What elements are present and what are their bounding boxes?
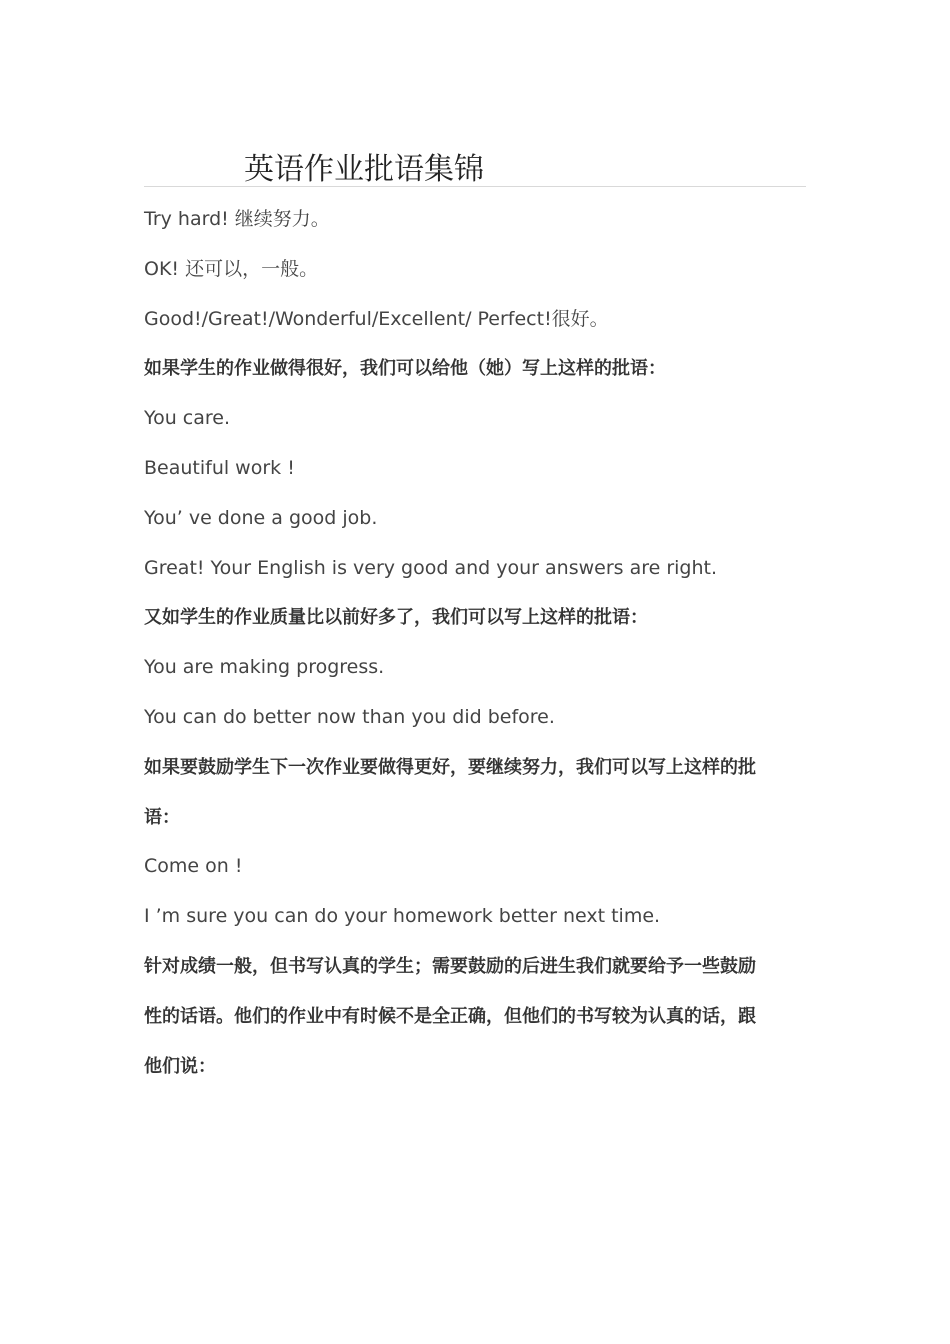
section-heading: 又如学生的作业质量比以前好多了，我们可以写上这样的批语： <box>144 607 648 629</box>
section-heading: 针对成绩一般，但书写认真的学生；需要鼓励的后进生我们就要给予一些鼓励 <box>144 955 756 977</box>
comment-line: Good!/Great!/Wonderful/Excellent/ Perfect!很好。 <box>144 307 609 330</box>
section-heading: 语： <box>144 806 180 828</box>
section-heading: 他们说： <box>144 1055 216 1077</box>
comment-line: Try hard! 继续努力。 <box>144 208 330 230</box>
document-body <box>144 195 806 1091</box>
comment-line: You can do better now than you did before. <box>144 705 555 728</box>
comment-line: OK! 还可以，一般。 <box>144 257 319 280</box>
section-heading: 如果学生的作业做得很好，我们可以给他（她）写上这样的批语： <box>144 358 666 380</box>
comment-line: Come on ! <box>144 855 243 878</box>
section-heading: 性的话语。他们的作业中有时候不是全正确，但他们的书写较为认真的话，跟 <box>144 1005 756 1027</box>
comment-line: You’ ve done a good job. <box>144 506 378 529</box>
comment-line: Beautiful work ! <box>144 456 295 479</box>
comment-line: Great! Your English is very good and your answers are right. <box>144 556 718 579</box>
title-divider <box>144 186 806 187</box>
comment-line: You care. <box>144 407 231 430</box>
document-title: 英语作业批语集锦 <box>244 152 484 188</box>
section-heading: 如果要鼓励学生下一次作业要做得更好，要继续努力，我们可以写上这样的批 <box>144 756 756 778</box>
comment-line: I ’m sure you can do your homework better next time. <box>144 905 661 928</box>
comment-line: You are making progress. <box>144 656 385 679</box>
